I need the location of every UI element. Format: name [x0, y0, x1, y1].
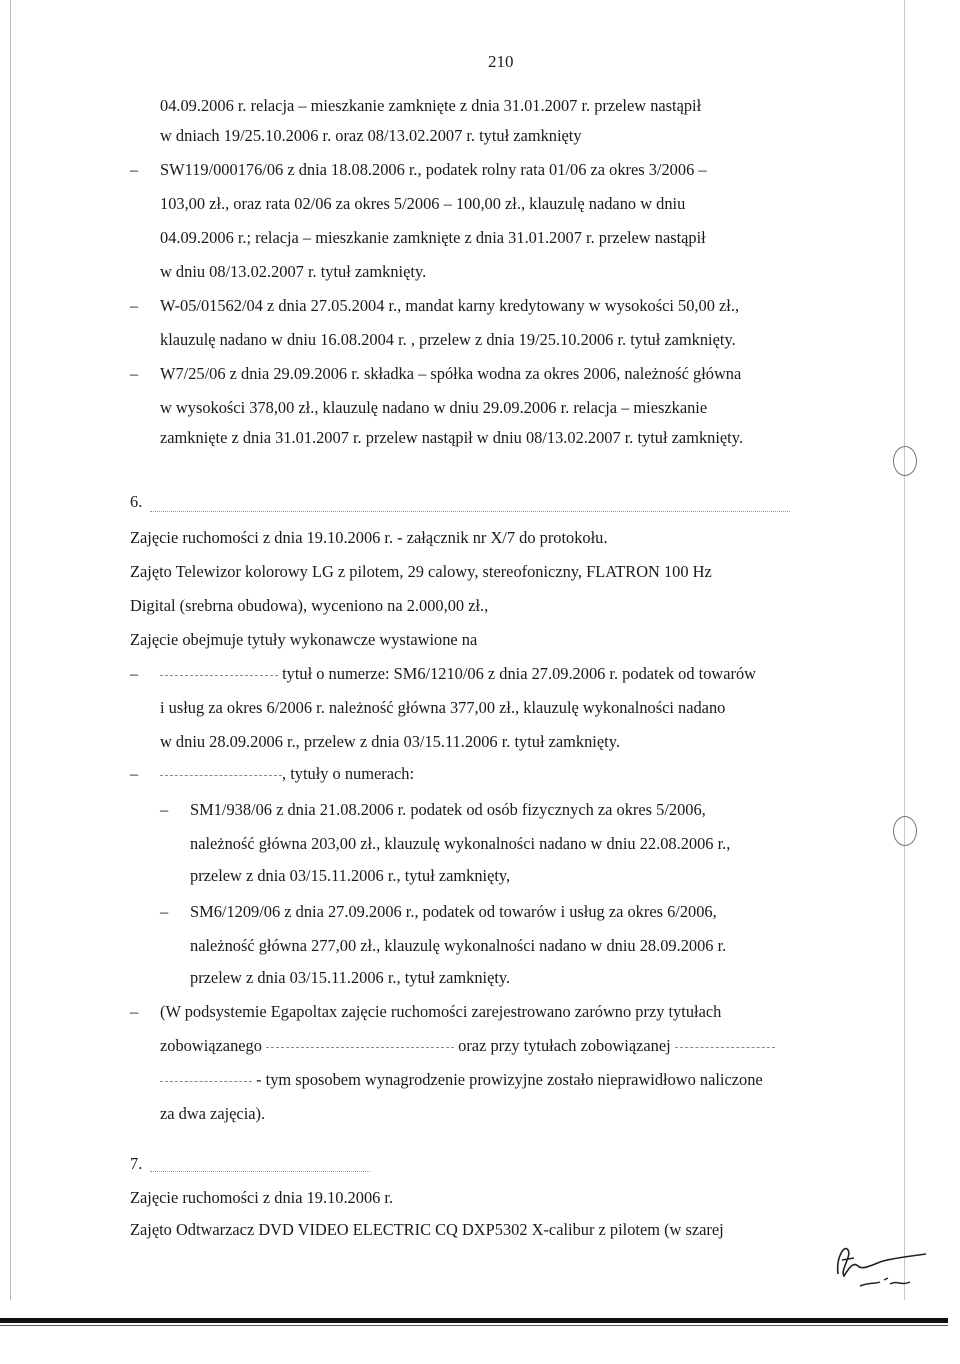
text-line: zamknięte z dnia 31.01.2007 r. przelew nastąpił w dniu 08/13.02.2007 r. tytuł zamknięty.	[160, 428, 743, 447]
text-line: Digital (srebrna obudowa), wyceniono na 2.000,00 zł.,	[130, 596, 489, 615]
text-line: za dwa zajęcia).	[160, 1104, 266, 1123]
punch-hole	[893, 816, 917, 846]
text-line: SW119/000176/06 z dnia 18.08.2006 r., podatek rolny rata 01/06 za okres 3/2006 –	[160, 160, 707, 179]
redacted-blank	[160, 774, 282, 776]
text-line: klauzulę nadano w dniu 16.08.2004 r. , przelew z dnia 19/25.10.2006 r. tytuł zamknięty.	[160, 330, 736, 349]
list-dash: –	[160, 800, 169, 819]
text-line: przelew z dnia 03/15.11.2006 r., tytuł zamknięty,	[190, 866, 511, 885]
list-dash: –	[130, 296, 139, 315]
list-dash: –	[130, 160, 139, 179]
text-line: 103,00 zł., oraz rata 02/06 za okres 5/2006 – 100,00 zł., klauzulę nadano w dniu	[160, 194, 686, 213]
text-line: w wysokości 378,00 zł., klauzulę nadano w dniu 29.09.2006 r. relacja – mieszkanie	[160, 398, 708, 417]
redaction-line	[150, 1170, 370, 1172]
redacted-blank	[266, 1046, 454, 1048]
redacted-blank	[160, 674, 278, 676]
text-line: Zajęcie ruchomości z dnia 19.10.2006 r.	[130, 1188, 394, 1207]
section-number: 7.	[130, 1154, 143, 1173]
scan-edge-right	[904, 0, 905, 1300]
text-line: SM1/938/06 z dnia 21.08.2006 r. podatek od osób fizycznych za okres 5/2006,	[190, 800, 706, 819]
scan-edge-left	[10, 0, 11, 1300]
text-line: w dniach 19/25.10.2006 r. oraz 08/13.02.2007 r. tytuł zamknięty	[160, 126, 582, 145]
text-line: w dniu 28.09.2006 r., przelew z dnia 03/15.11.2006 r. tytuł zamknięty.	[160, 732, 620, 751]
section-number: 6.	[130, 492, 143, 511]
list-dash: –	[130, 364, 139, 383]
text-fragment: tytuł o numerze: SM6/1210/06 z dnia 27.09.2006 r. podatek od towarów	[282, 664, 757, 683]
page-number: 210	[488, 52, 514, 71]
text-fragment: , tytuły o numerach:	[282, 764, 415, 783]
text-line: W7/25/06 z dnia 29.09.2006 r. składka – spółka wodna za okres 2006, należność główna	[160, 364, 742, 383]
text-line: w dniu 08/13.02.2007 r. tytuł zamknięty.	[160, 262, 427, 281]
redacted-blank	[160, 1080, 252, 1082]
list-dash: –	[130, 764, 139, 783]
text-line: Zajęto Odtwarzacz DVD VIDEO ELECTRIC CQ DXP5302 X-calibur z pilotem (w szarej	[130, 1220, 724, 1239]
text-line: Zajęto Telewizor kolorowy LG z pilotem, 29 calowy, stereofoniczny, FLATRON 100 Hz	[130, 562, 712, 581]
text-line	[160, 1070, 763, 1090]
text-line: przelew z dnia 03/15.11.2006 r., tytuł zamknięty.	[190, 968, 511, 987]
list-dash: –	[130, 1002, 139, 1021]
redaction-line	[150, 510, 790, 512]
text-line	[160, 664, 756, 684]
text-line: 04.09.2006 r. relacja – mieszkanie zamknięte z dnia 31.01.2007 r. przelew nastąpił	[160, 96, 702, 115]
text-fragment: oraz przy tytułach zobowiązanej	[458, 1036, 671, 1055]
list-dash: –	[130, 664, 139, 683]
text-line: Zajęcie ruchomości z dnia 19.10.2006 r. - załącznik nr X/7 do protokołu.	[130, 528, 608, 547]
text-line	[160, 764, 414, 784]
text-fragment: zobowiązanego	[160, 1036, 262, 1055]
text-line: i usług za okres 6/2006 r. należność główna 377,00 zł., klauzulę wykonalności nadano	[160, 698, 726, 717]
punch-hole	[893, 446, 917, 476]
signature-icon	[820, 1236, 930, 1292]
text-line: należność główna 277,00 zł., klauzulę wykonalności nadano w dniu 28.09.2006 r.	[190, 936, 727, 955]
scan-bottom-bar	[0, 1318, 948, 1323]
scan-bottom-line	[0, 1325, 948, 1326]
redacted-blank	[675, 1046, 775, 1048]
text-fragment: - tym sposobem wynagrodzenie prowizyjne zostało nieprawidłowo naliczone	[256, 1070, 763, 1089]
list-dash: –	[160, 902, 169, 921]
text-line: 04.09.2006 r.; relacja – mieszkanie zamknięte z dnia 31.01.2007 r. przelew nastąpił	[160, 228, 706, 247]
text-line: W-05/01562/04 z dnia 27.05.2004 r., mandat karny kredytowany w wysokości 50,00 zł.,	[160, 296, 740, 315]
text-line: (W podsystemie Egapoltax zajęcie ruchomości zarejestrowano zarówno przy tytułach	[160, 1002, 722, 1021]
text-line	[160, 1036, 775, 1056]
text-line: Zajęcie obejmuje tytuły wykonawcze wystawione na	[130, 630, 478, 649]
text-line: należność główna 203,00 zł., klauzulę wykonalności nadano w dniu 22.08.2006 r.,	[190, 834, 731, 853]
text-line: SM6/1209/06 z dnia 27.09.2006 r., podatek od towarów i usług za okres 6/2006,	[190, 902, 717, 921]
